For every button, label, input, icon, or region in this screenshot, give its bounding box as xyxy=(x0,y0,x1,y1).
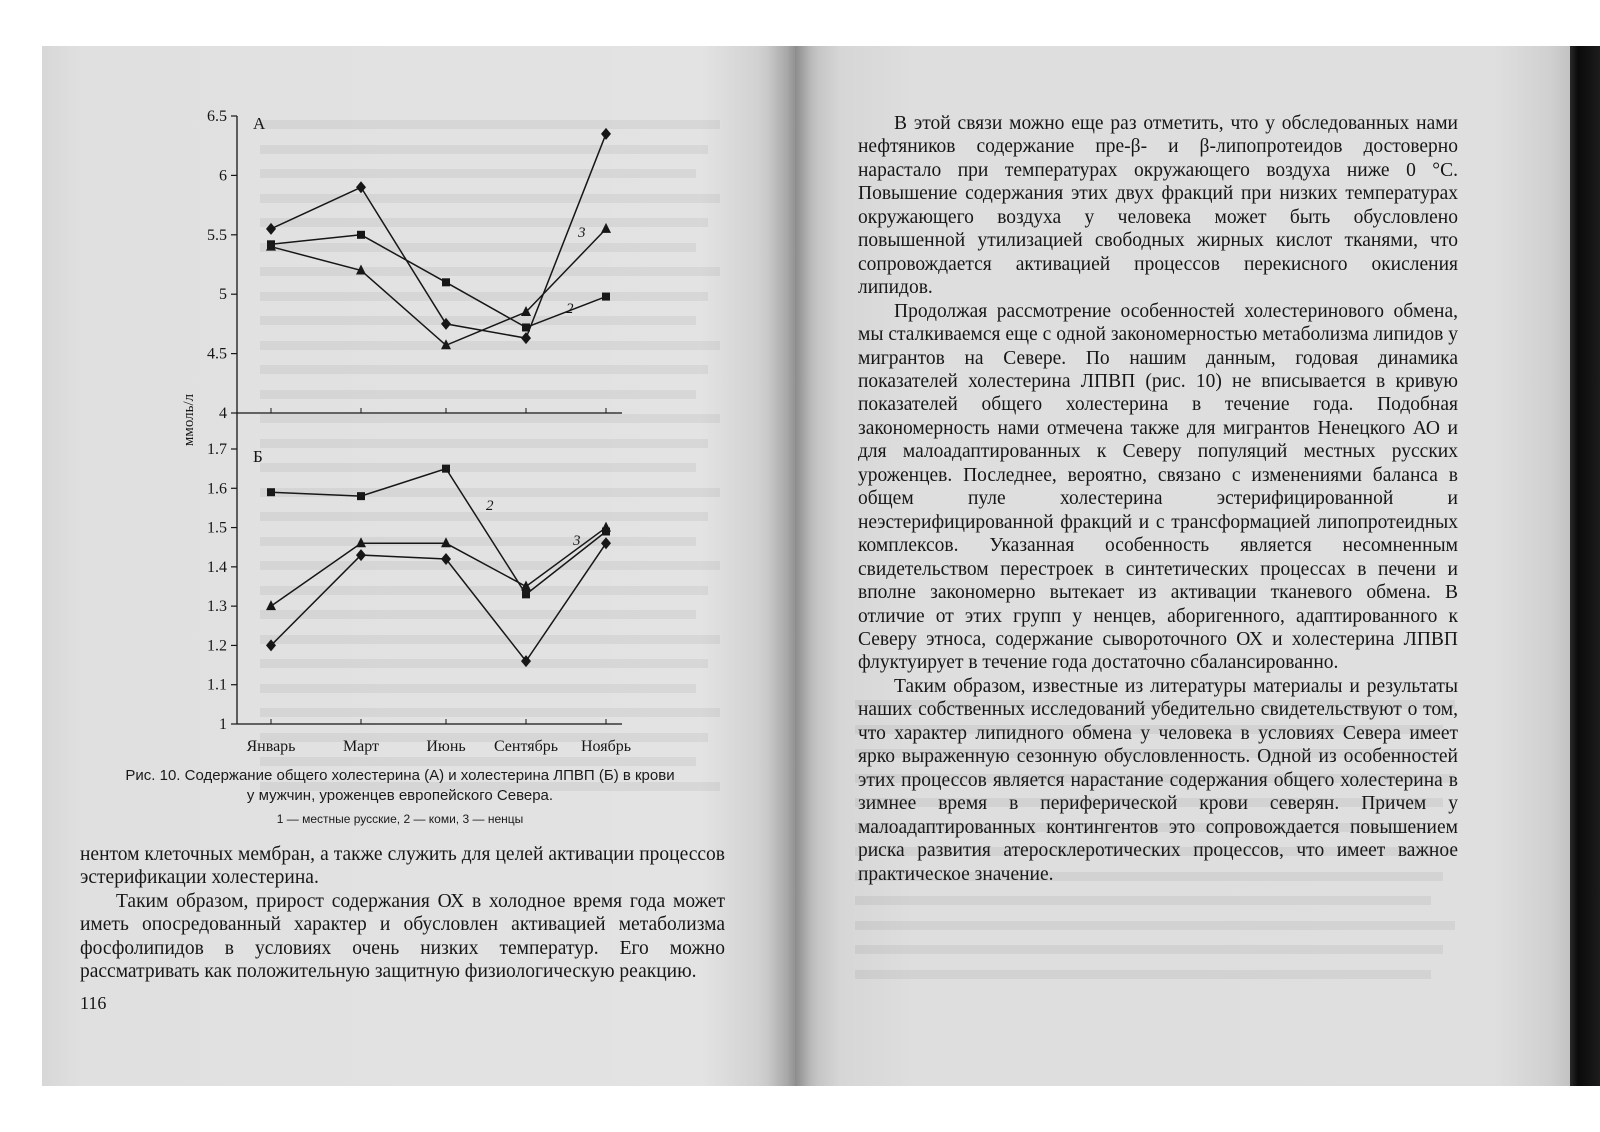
series-annotation: 3 xyxy=(573,533,581,549)
bleed-line xyxy=(855,921,1455,930)
y-tick-label: 1.2 xyxy=(207,637,227,655)
series-annotation: 2 xyxy=(486,498,494,514)
bleed-line xyxy=(855,798,1443,807)
bleed-line xyxy=(855,945,1443,954)
bleed-line xyxy=(260,243,696,252)
figure-legend: 1 — местные русские, 2 — коми, 3 — ненцы xyxy=(276,812,524,826)
bleed-line xyxy=(260,341,720,350)
bleed-line xyxy=(260,586,708,595)
right-body-text xyxy=(858,112,1458,886)
left-paragraph-1: нентом клеточных мембран, а также служить для целей активации процессов эстерификации холестерина. xyxy=(80,844,725,889)
marker-diamond xyxy=(601,128,611,140)
bleed-line xyxy=(260,365,708,374)
x-category-label: Июнь xyxy=(426,738,466,755)
bleed-line xyxy=(260,537,696,546)
scanner-edge xyxy=(1570,46,1600,1086)
bleed-line xyxy=(260,218,708,227)
marker-triangle xyxy=(601,522,611,532)
bleed-line xyxy=(855,749,1431,758)
panel-label: Б xyxy=(253,447,263,466)
figure-caption-line1: Рис. 10. Содержание общего холестерина (А) и холестерина ЛПВП (Б) в крови xyxy=(125,767,675,784)
bleed-line xyxy=(855,774,1455,783)
y-tick-label: 5 xyxy=(219,286,227,304)
y-tick-label: 4 xyxy=(219,405,227,422)
y-tick-label: 6 xyxy=(219,167,227,185)
bleed-line xyxy=(260,782,720,791)
x-category-label: Сентябрь xyxy=(493,738,559,755)
y-tick-label: 1.7 xyxy=(207,441,227,458)
bleed-line xyxy=(260,733,708,742)
right-paragraph-3: Таким образом, известные из литературы материалы и результаты наших собственных исследований убедительно свидетельствуют о том, что характер липидного обмена у человека в условиях Севера имеет ярко выраженную сезонную обусловленность. Одной из особенностей этих процессов является нарастание содержания общего холестерина в зимнее время в периферической крови северян. Причем у малоадаптированных контингентов это сопровождается повышением риска развития атеросклеротических процессов, что имеет важное практическое значение. xyxy=(858,675,1458,885)
bleed-line xyxy=(260,684,696,693)
bleed-line xyxy=(260,145,708,154)
bleed-line xyxy=(260,635,720,644)
marker-diamond xyxy=(356,181,366,193)
bleed-line xyxy=(260,488,720,497)
x-category-label: Ноябрь xyxy=(580,738,632,755)
bleed-line xyxy=(260,292,708,301)
panel-label: А xyxy=(253,114,266,133)
bleed-line xyxy=(855,847,1455,856)
bleed-line xyxy=(260,512,708,521)
marker-square xyxy=(357,231,365,239)
bleed-line xyxy=(260,169,696,178)
series-line-1 xyxy=(271,134,606,338)
bleed-line xyxy=(260,463,696,472)
left-paragraph-2: Таким образом, прирост содержания ОХ в холодное время года может иметь опосредованный характер и обусловлен активацией метаболизма фосфолипидов в условиях очень низких температур. Его можно рассматривать как положительную защитную физиологическую реакцию. xyxy=(80,890,725,983)
right-paragraph-2: Продолжая рассмотрение особенностей холестеринового обмена, мы сталкиваемся еще с одной закономерностью метаболизма липидов у мигрантов на Севере. По нашим данным, годовая динамика показателей холестерина ЛПВП (рис. 10) не вписывается в кривую показателей общего холестерина в течение года. Подобная закономерность нами отмечена также для мигрантов Ненецкого АО и для малоадаптированных к Северу популяций местных русских уроженцев. Последнее, вероятно, связано с изменениями баланса в общем пуле холестерина эстерифицированной и неэстерифицированной фракций и с трансформацией липопротеидных комплексов. Указанная особенность является несомненным свидетельством перестроек в синтетических процессах в печени и вполне закономерно вытекает из активации тканевого обмена. В отличие от этих групп у ненцев, аборигенного, адаптированного к Северу этноса, содержание сывороточного ОХ и холестерина ЛПВП флуктуирует в течение года достаточно сбалансированно. xyxy=(858,300,1458,674)
series-annotation: 2 xyxy=(566,301,574,317)
y-tick-label: 1.5 xyxy=(207,519,227,537)
marker-triangle xyxy=(266,600,276,610)
bleed-line xyxy=(260,316,696,325)
bleed-line xyxy=(260,708,720,717)
y-tick-label: 1.1 xyxy=(207,676,227,694)
series-annotation: 3 xyxy=(578,225,586,241)
bleed-line xyxy=(855,872,1443,881)
y-tick-label: 1.4 xyxy=(207,558,227,576)
marker-square xyxy=(442,278,450,286)
y-tick-label: 1.3 xyxy=(207,598,227,616)
bleed-line xyxy=(260,414,720,423)
x-category-label: Март xyxy=(342,738,380,755)
bleed-line xyxy=(260,610,696,619)
y-tick-label: 5.5 xyxy=(207,226,227,244)
x-category-label: Январь xyxy=(246,738,296,755)
bleed-line xyxy=(260,561,720,570)
page-number-left: 116 xyxy=(80,993,107,1013)
y-tick-label: 4.5 xyxy=(207,345,227,363)
y-tick-label: 1.6 xyxy=(207,480,227,498)
y-tick-label: 1 xyxy=(219,716,227,733)
bleed-line xyxy=(855,896,1431,905)
bleed-line xyxy=(260,757,696,766)
figure-caption-line2: у мужчин, уроженцев европейского Севера. xyxy=(246,787,554,804)
bleed-line xyxy=(260,439,708,448)
right-paragraph-1: В этой связи можно еще раз отметить, что у обследованных нами нефтяников содержание пре-β- и β-липопротеидов достоверно нарастало при температурах окружающего воздуха ниже 0 °С. Повышение содержания этих двух фракций при низких температурах окружающего воздуха у человека может быть обусловлено повышенной утилизацией свободных жирных кислот тканями, что сопровождается активацией процессов перекисного окисления липидов. xyxy=(858,113,1458,299)
y-axis-label: ммоль/л xyxy=(181,393,197,447)
y-tick-label: 6.5 xyxy=(207,108,227,125)
bleed-line xyxy=(855,725,1443,734)
left-body-text xyxy=(80,843,725,983)
bleed-line xyxy=(260,659,708,668)
bleed-line xyxy=(855,823,1431,832)
bleed-line xyxy=(855,700,1455,709)
bleed-line xyxy=(260,120,720,129)
bleed-line xyxy=(855,970,1431,979)
bleed-line xyxy=(260,267,720,276)
bleed-line xyxy=(260,194,720,203)
bleed-line xyxy=(260,390,696,399)
